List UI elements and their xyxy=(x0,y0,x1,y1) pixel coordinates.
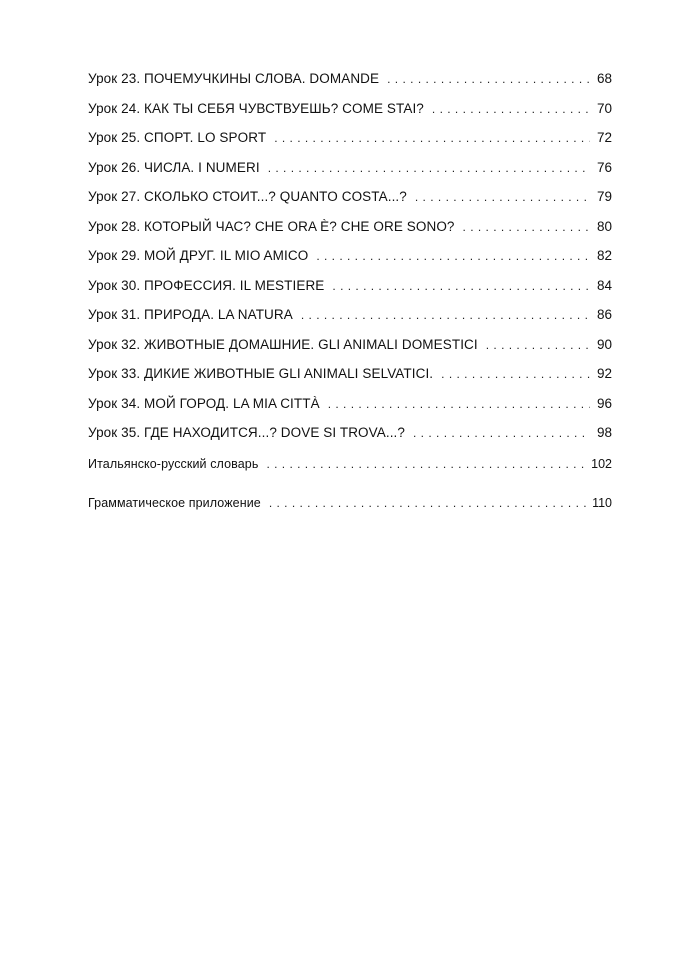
toc-entry-title: Грамматическое приложение xyxy=(88,496,261,510)
toc-section-dictionary xyxy=(88,450,612,480)
toc-entry-title: Урок 24. КАК ТЫ СЕБЯ ЧУВСТВУЕШЬ? COME STAI? xyxy=(88,100,424,116)
toc-entry-page: 110 xyxy=(592,496,612,510)
dot-leader xyxy=(463,213,590,243)
toc-section-grammar xyxy=(88,489,612,519)
toc-entry-lesson-33[interactable] xyxy=(88,359,612,389)
toc-entry-page: 96 xyxy=(596,395,612,411)
toc-entry-page: 86 xyxy=(596,307,612,322)
toc-entry-page: 68 xyxy=(596,71,612,86)
toc-entry-page: 98 xyxy=(596,425,612,440)
toc-entry-lesson-29[interactable] xyxy=(88,241,612,271)
toc-entry-lesson-32[interactable] xyxy=(88,330,612,360)
toc-entry-lesson-35[interactable] xyxy=(88,418,612,448)
toc-entry-title: Урок 34. МОЙ ГОРОД. LA MIA CITTÀ xyxy=(88,395,320,411)
dot-leader xyxy=(268,154,590,184)
dot-leader xyxy=(332,272,590,302)
toc-entry-title: Урок 29. МОЙ ДРУГ. IL MIO AMICO xyxy=(88,248,309,263)
toc-entry-page: 90 xyxy=(596,336,612,352)
toc-entry-title: Урок 31. ПРИРОДА. LA NATURA xyxy=(88,307,293,322)
toc-entry-page: 79 xyxy=(596,189,612,204)
toc-entry-title: Урок 25. СПОРТ. LO SPORT xyxy=(88,130,267,145)
table-of-contents xyxy=(88,64,612,448)
dot-leader xyxy=(387,65,590,95)
toc-entry-lesson-28[interactable] xyxy=(88,212,612,242)
toc-entry-page: 92 xyxy=(596,366,612,381)
dot-leader xyxy=(441,360,590,390)
toc-entry-lesson-34[interactable] xyxy=(88,389,612,419)
dot-leader xyxy=(269,489,588,519)
toc-entry-page: 84 xyxy=(596,277,612,293)
dot-leader xyxy=(301,301,590,331)
dot-leader xyxy=(486,331,590,361)
dot-leader xyxy=(413,419,590,449)
toc-entry-title: Урок 23. ПОЧЕМУЧКИНЫ СЛОВА. DOMANDE xyxy=(88,71,380,86)
toc-entry-page: 70 xyxy=(596,100,612,116)
toc-entry-page: 102 xyxy=(591,457,612,471)
dot-leader xyxy=(316,242,590,272)
toc-entry-title: Урок 27. СКОЛЬКО СТОИТ...? QUANTO COSTA...? xyxy=(88,189,407,204)
toc-entry-page: 80 xyxy=(596,218,612,234)
toc-entry-lesson-30[interactable] xyxy=(88,271,612,301)
dot-leader xyxy=(274,124,590,154)
toc-entry-lesson-23[interactable] xyxy=(88,64,612,94)
toc-entry-grammar[interactable] xyxy=(88,489,612,519)
toc-entry-title: Урок 32. ЖИВОТНЫЕ ДОМАШНИЕ. GLI ANIMALI DOMESTICI xyxy=(88,336,478,352)
toc-entry-page: 76 xyxy=(596,159,612,175)
toc-entry-title: Урок 28. КОТОРЫЙ ЧАС? CHE ORA È? CHE ORE SONO? xyxy=(88,218,455,234)
dot-leader xyxy=(328,390,590,420)
toc-entry-page: 82 xyxy=(596,248,612,263)
toc-entry-lesson-31[interactable] xyxy=(88,300,612,330)
toc-entry-title: Урок 33. ДИКИЕ ЖИВОТНЫЕ GLI ANIMALI SELVATICI. xyxy=(88,366,434,381)
toc-entry-lesson-26[interactable] xyxy=(88,153,612,183)
toc-entry-lesson-27[interactable] xyxy=(88,182,612,212)
toc-entry-lesson-25[interactable] xyxy=(88,123,612,153)
toc-entry-title: Урок 30. ПРОФЕССИЯ. IL MESTIERE xyxy=(88,277,325,293)
toc-entry-title: Итальянско-русский словарь xyxy=(88,457,259,471)
dot-leader xyxy=(266,450,587,480)
toc-entry-title: Урок 35. ГДЕ НАХОДИТСЯ...? DOVE SI TROVA...? xyxy=(88,425,406,440)
toc-entry-dictionary[interactable] xyxy=(88,450,612,480)
dot-leader xyxy=(415,183,590,213)
toc-entry-lesson-24[interactable] xyxy=(88,94,612,124)
toc-entry-title: Урок 26. ЧИСЛА. I NUMERI xyxy=(88,159,260,175)
dot-leader xyxy=(432,95,590,125)
toc-entry-page: 72 xyxy=(596,130,612,145)
